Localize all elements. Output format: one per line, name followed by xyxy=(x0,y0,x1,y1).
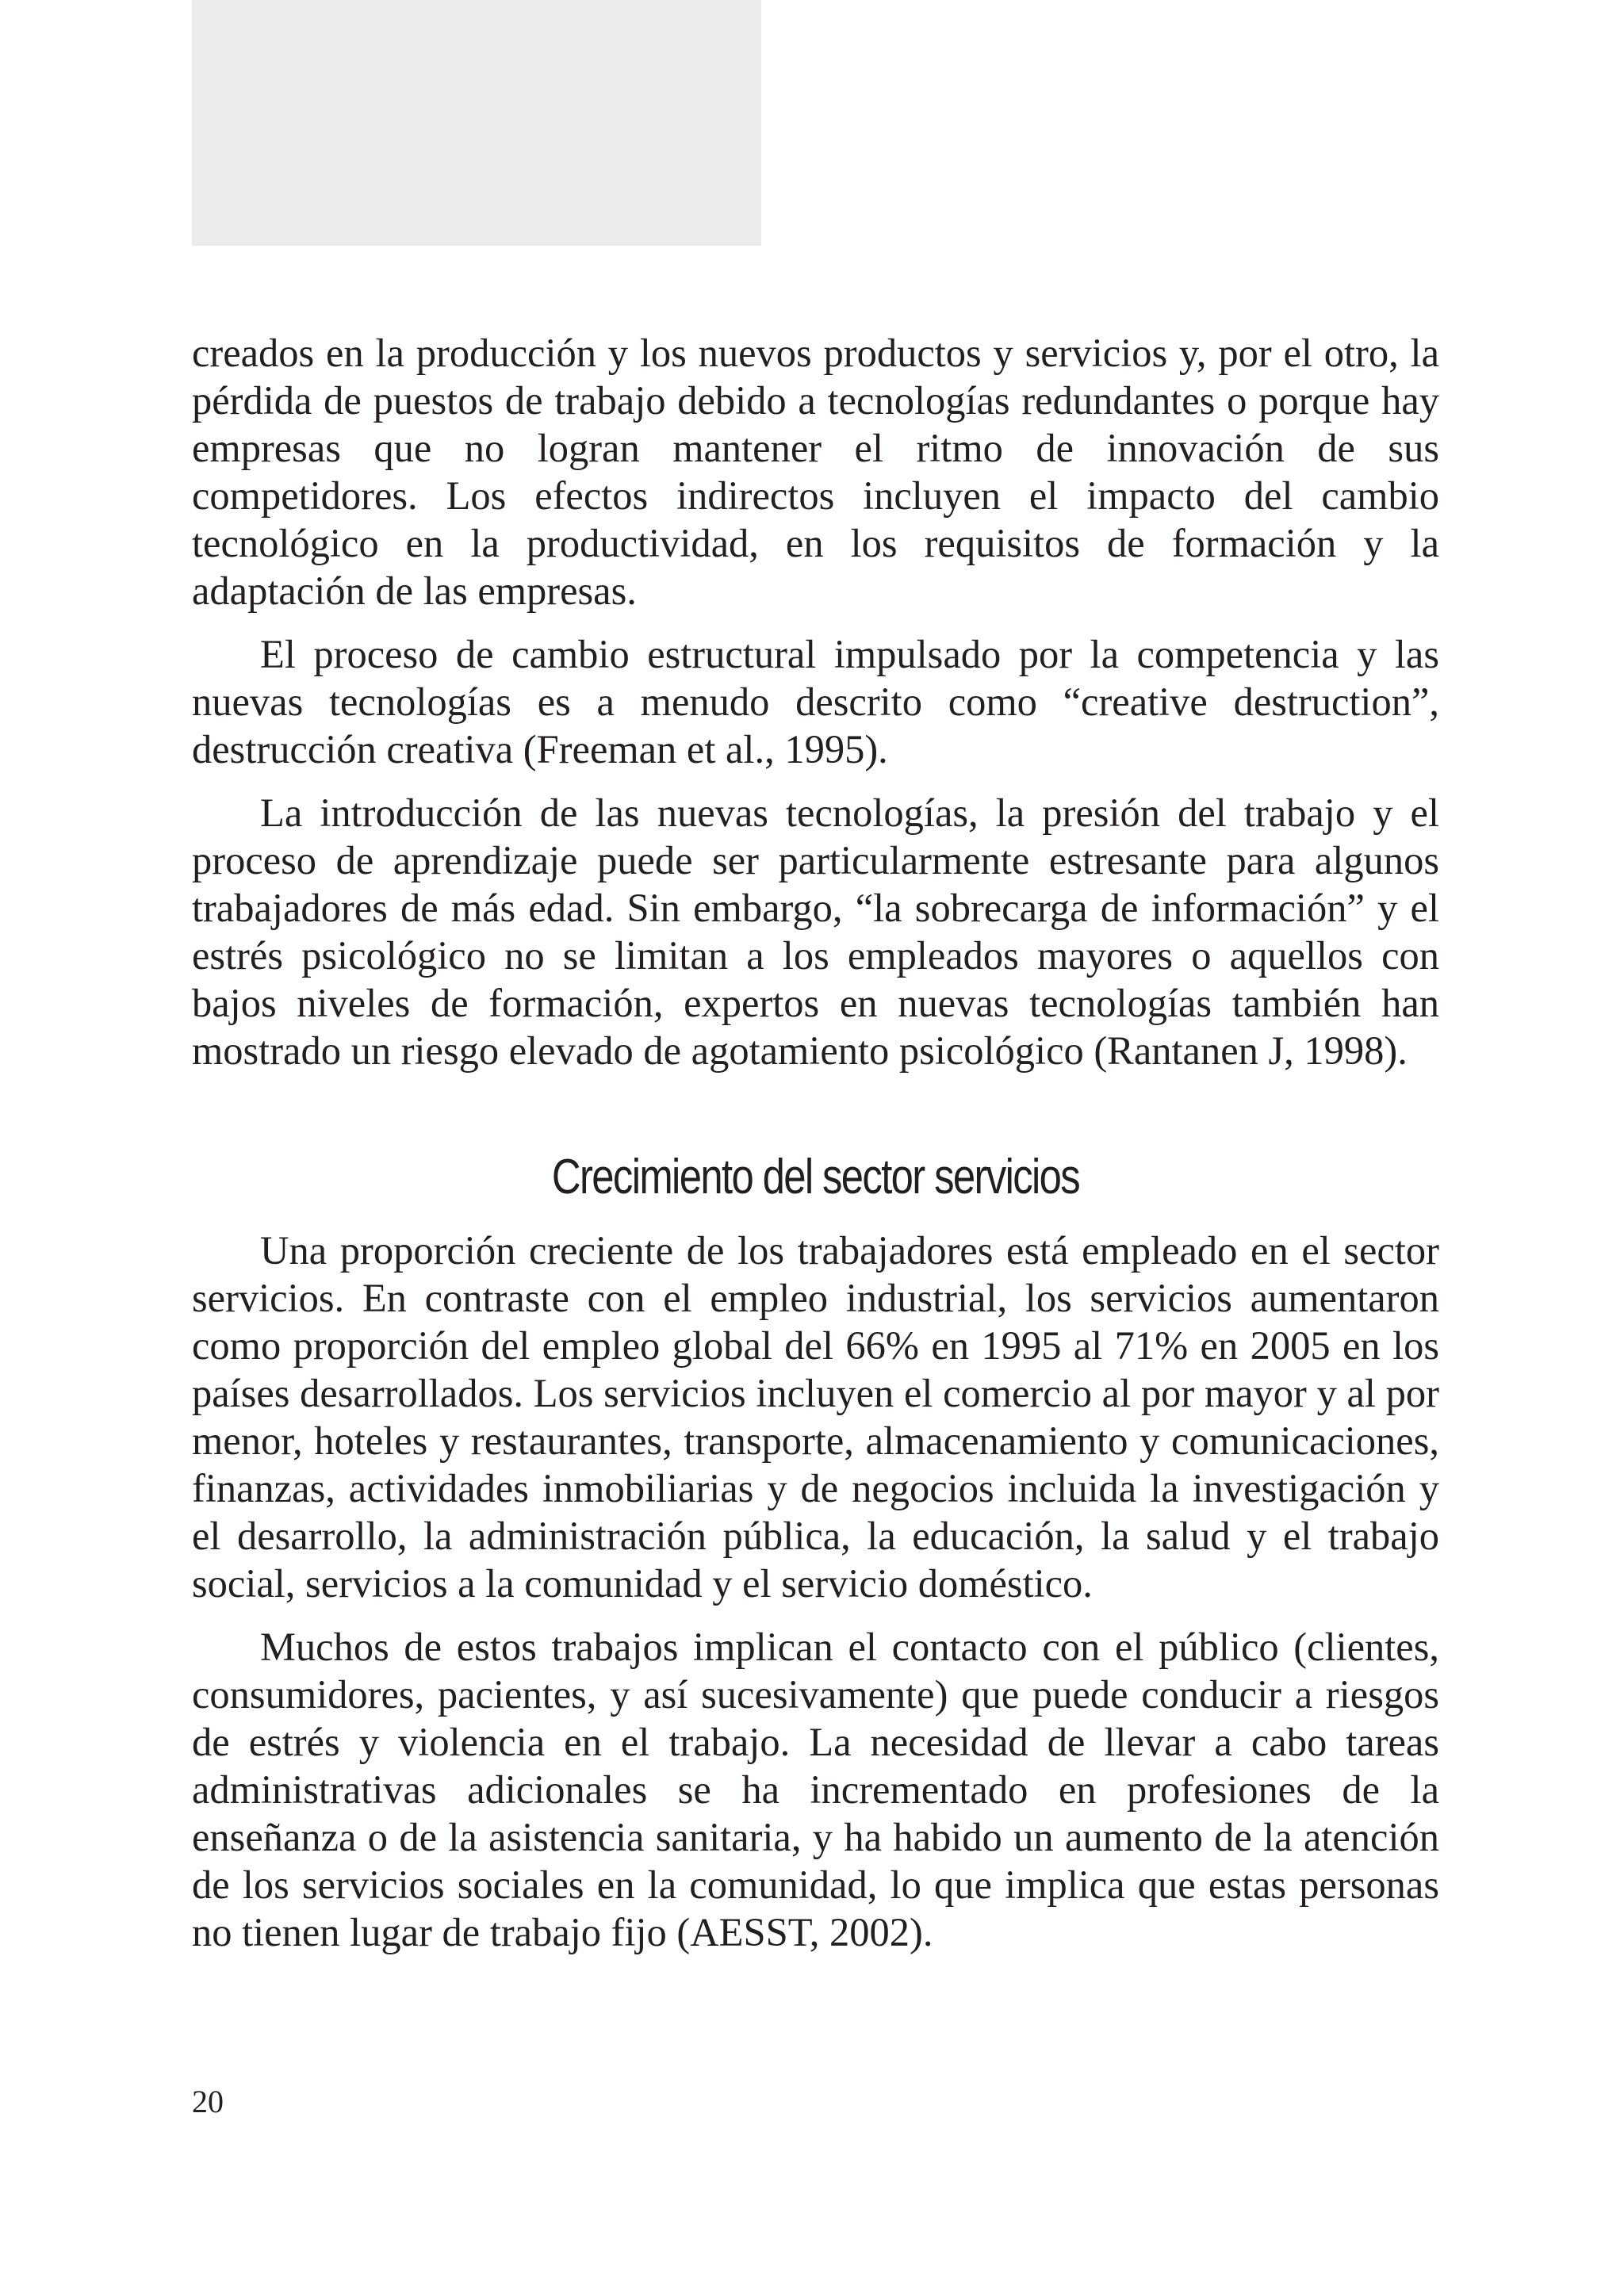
paragraph-new-technologies-stress: La introducción de las nuevas tecnologías, la presión del trabajo y el proceso de aprendizaje puede ser particularmente estresante para algunos trabajadores de más edad. Sin embargo, “la sobrecarga de información” y el estrés psicológico no se limitan a los empleados mayores o aquellos con bajos niveles de formación, expertos en nuevas tecnologías también han mostrado un riesgo elevado de agotamiento psicológico (Rantanen J, 1998). xyxy=(192,790,1439,1073)
paragraph-services-growth: Una proporción creciente de los trabajadores está empleado en el sector servicios. En contraste con el empleo industrial, los servicios aumentaron como proporción del empleo global del 66% en 1995 al 71% en 2005 en los países desarrollados. Los servicios incluyen el comercio al por mayor y al por menor, hoteles y restaurantes, transporte, almacenamiento y comunicaciones, finanzas, actividades inmobiliarias y de negocios incluida la investigación y el desarrollo, la administración pública, la educación, la salud y el trabajo social, servicios a la comunidad y el servicio doméstico. xyxy=(192,1228,1439,1606)
paragraph-continuation: creados en la producción y los nuevos productos y servicios y, por el otro, la pérdida de puestos de trabajo debido a tecnologías redundantes o porque hay empresas que no logran mantener el ritmo de innovación de sus competidores. Los efectos indirectos incluyen el impacto del cambio tecnológico en la productividad, en los requisitos de formación y la adaptación de las empresas. xyxy=(192,331,1439,613)
paragraph-creative-destruction: El proceso de cambio estructural impulsado por la competencia y las nuevas tecnologías es a menudo descrito como “creative destruction”, destrucción creativa (Freeman et al., 1995). xyxy=(192,632,1439,771)
section-heading: Crecimiento del sector servicios xyxy=(551,1150,1080,1204)
page-number: 20 xyxy=(192,2084,224,2119)
header-decorative-block xyxy=(192,0,761,246)
text-column xyxy=(192,329,1439,1956)
paragraph-public-contact: Muchos de estos trabajos implican el contacto con el público (clientes, consumidores, pacientes, y así sucesivamente) que puede conducir a riesgos de estrés y violencia en el trabajo. La necesidad de llevar a cabo tareas administrativas adicionales se ha incrementado en profesiones de la enseñanza o de la asistencia sanitaria, y ha habido un aumento de la atención de los servicios sociales en la comunidad, lo que implica que estas personas no tienen lugar de trabajo fijo (AESST, 2002). xyxy=(192,1625,1439,1954)
